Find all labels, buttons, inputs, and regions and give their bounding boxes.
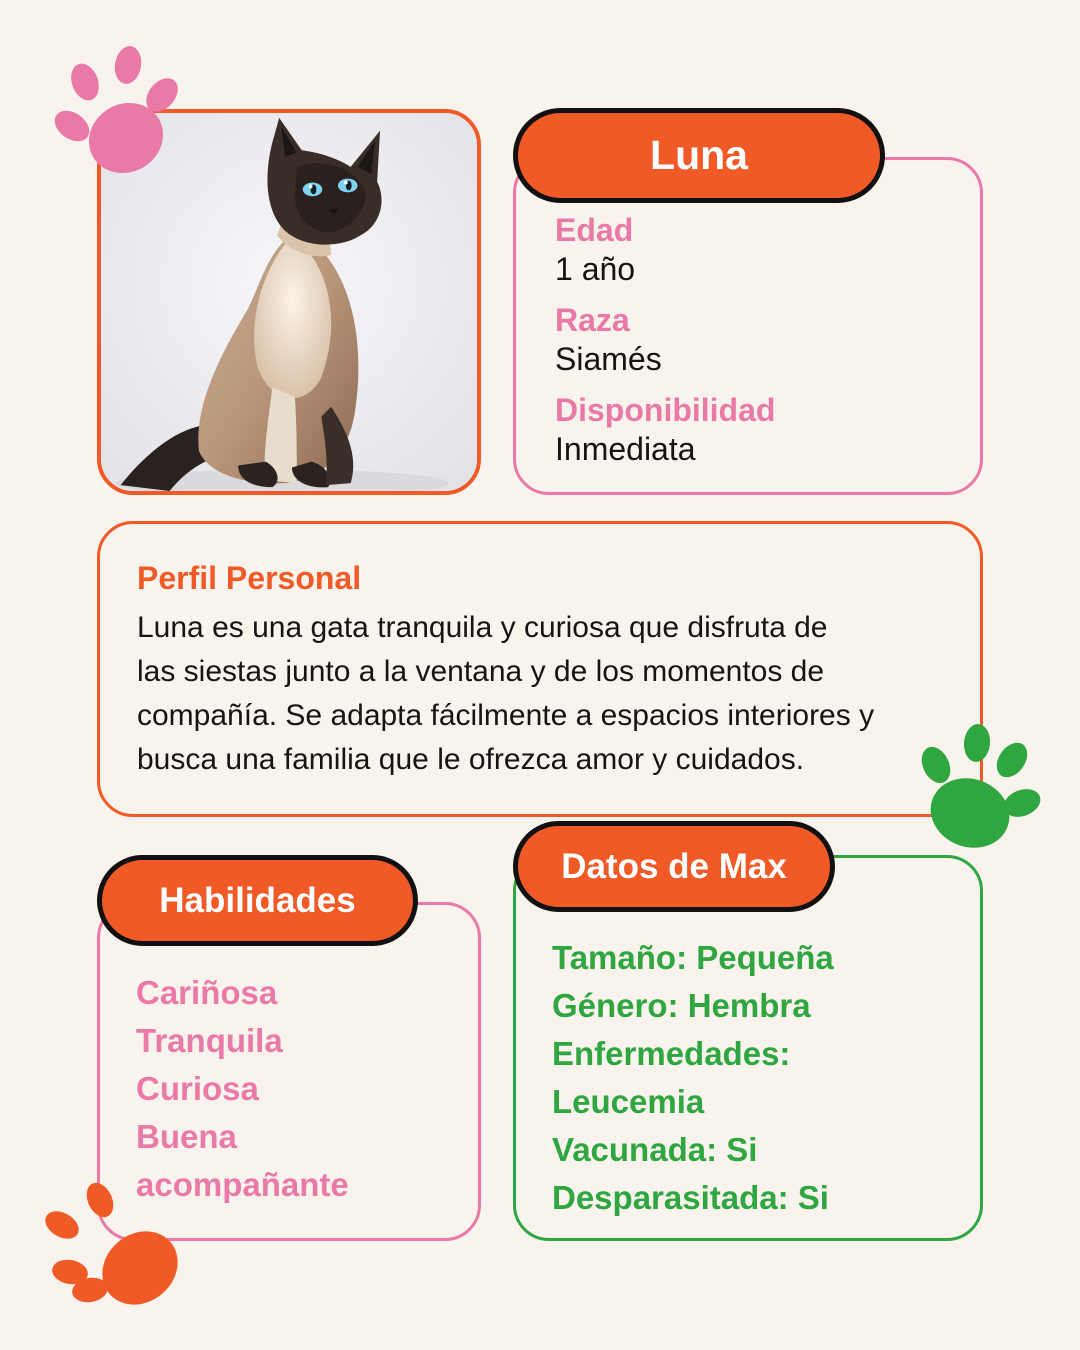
skill-item: Cariñosa [136,974,278,1011]
profile-line: busca una familia que le ofrezca amor y cuidados. [137,743,805,776]
profile-title: Perfil Personal [137,560,362,596]
skill-item: Buena [136,1118,237,1155]
max-item: Enfermedades: [552,1035,791,1072]
max-item: Desparasitada: Si [552,1179,829,1216]
pet-name: Luna [650,132,748,178]
profile-line: compañía. Se adapta fácilmente a espacios interiores y [137,699,875,732]
max-item: Tamaño: Pequeña [552,939,834,976]
availability-label: Disponibilidad [555,392,776,428]
max-item: Vacunada: Si [552,1131,758,1168]
profile-line: Luna es una gata tranquila y curiosa que disfruta de [137,611,828,644]
skills-title: Habilidades [159,880,356,920]
paw-print-icon [912,715,1042,855]
max-data-card [513,855,983,1241]
pet-name-badge [513,108,885,203]
max-title: Datos de Max [561,846,787,886]
breed-label: Raza [555,302,630,338]
max-title-badge [513,821,835,912]
max-item: Leucemia [552,1083,705,1120]
profile-card [97,521,983,817]
age-value: 1 año [555,251,636,287]
skill-item: Tranquila [136,1022,283,1059]
paw-print-icon [50,40,180,180]
age-label: Edad [555,212,634,248]
skills-title-badge [97,855,418,946]
profile-description [137,606,950,782]
max-item: Género: Hembra [552,987,811,1024]
availability-value: Inmediata [555,431,696,467]
breed-value: Siamés [555,341,662,377]
skill-item: acompañante [136,1166,349,1203]
profile-line: las siestas junto a la ventana y de los momentos de [137,655,825,688]
skill-item: Curiosa [136,1070,259,1107]
info-card [513,157,983,495]
paw-print-icon [40,1180,185,1310]
